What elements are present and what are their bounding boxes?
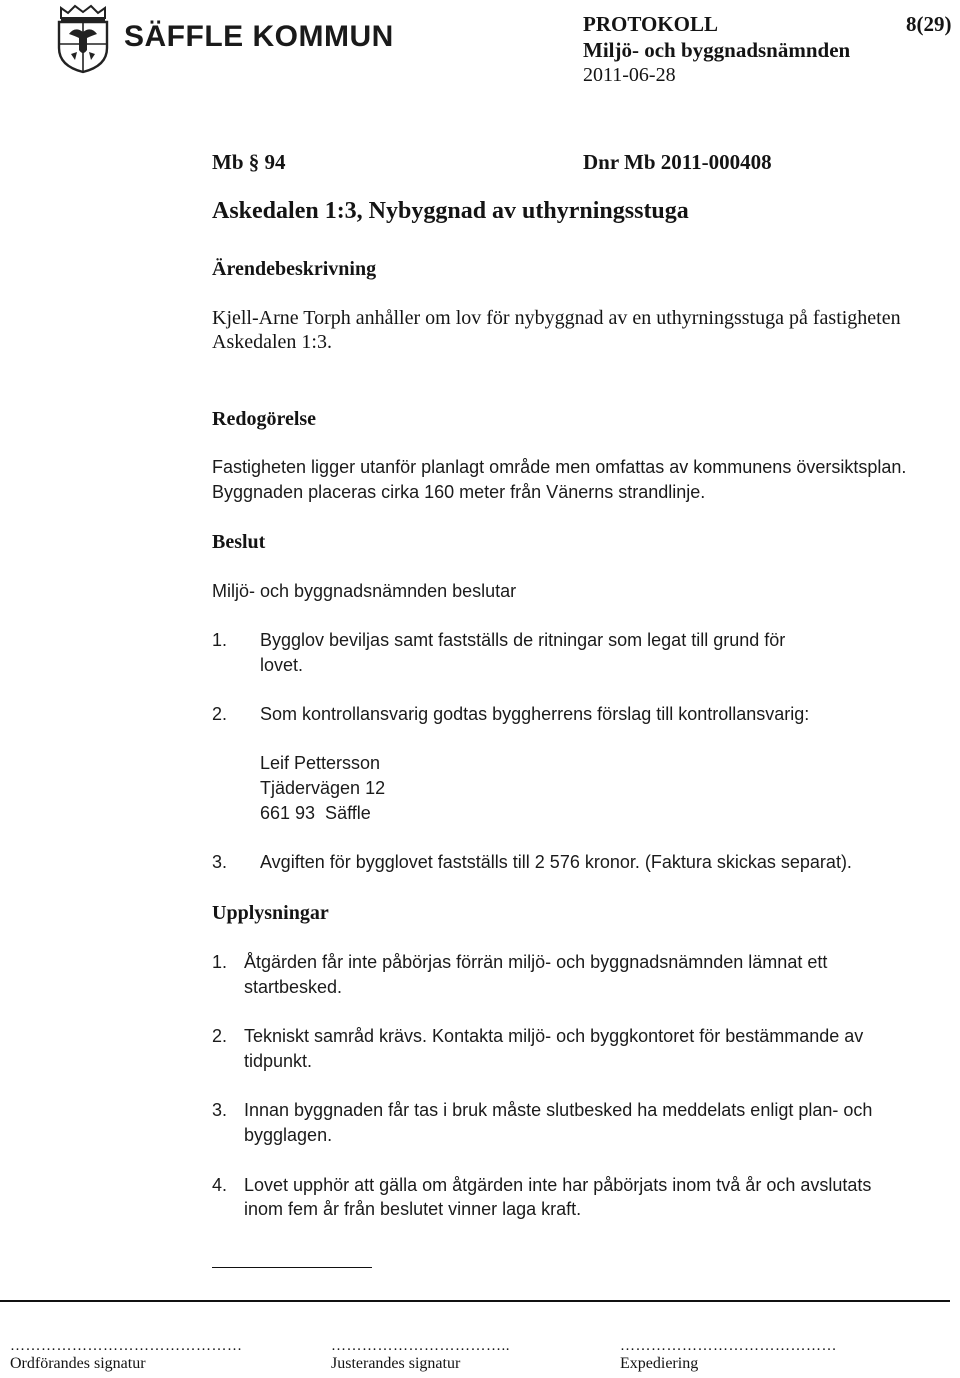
- section-heading-redogorelse: Redogörelse: [212, 408, 317, 430]
- coat-of-arms-logo: [51, 4, 115, 74]
- upplysning-number: 3.: [212, 1100, 228, 1120]
- signature-line-chair: ………………………………………: [10, 1338, 243, 1354]
- arende-line: Askedalen 1:3.: [212, 331, 332, 353]
- beslut-item-number: 2.: [212, 704, 228, 724]
- signature-line-dispatch: ……………………………………: [620, 1338, 837, 1354]
- beslut-item-line: Avgiften för bygglovet fastställs till 2 576 kronor. (Faktura skickas separat).: [260, 852, 852, 872]
- arende-line: Kjell-Arne Torph anhåller om lov för nybyggnad av en uthyrningsstuga på fastigheten: [212, 307, 901, 329]
- upplysning-line: Tekniskt samråd krävs. Kontakta miljö- och byggkontoret för bestämmande av: [244, 1026, 864, 1046]
- beslut-item-line: Bygglov beviljas samt fastställs de ritningar som legat till grund för: [260, 630, 786, 650]
- paragraph-number: Mb § 94: [212, 150, 286, 174]
- beslut-intro: Miljö- och byggnadsnämnden beslutar: [212, 581, 517, 601]
- upplysning-number: 1.: [212, 952, 228, 972]
- board-name: Miljö- och byggnadsnämnden: [583, 38, 851, 62]
- case-dnr: Dnr Mb 2011-000408: [583, 150, 772, 174]
- upplysning-line: Innan byggnaden får tas i bruk måste slutbesked ha meddelats enligt plan- och: [244, 1100, 873, 1120]
- redogorelse-line: Byggnaden placeras cirka 160 meter från Vänerns strandlinje.: [212, 482, 706, 502]
- address-name: Leif Pettersson: [260, 753, 381, 773]
- beslut-item-number: 3.: [212, 852, 228, 872]
- beslut-item-line: lovet.: [260, 655, 304, 675]
- address-street: Tjädervägen 12: [260, 778, 386, 798]
- address-postal: 661 93 Säffle: [260, 803, 371, 823]
- beslut-item-line: Som kontrollansvarig godtas byggherrens förslag till kontrollansvarig:: [260, 704, 810, 724]
- upplysning-number: 2.: [212, 1026, 228, 1046]
- upplysning-line: bygglagen.: [244, 1125, 333, 1145]
- footer-divider: [0, 1300, 950, 1302]
- beslut-item-number: 1.: [212, 630, 228, 650]
- section-heading-beslut: Beslut: [212, 531, 266, 553]
- upplysning-line: tidpunkt.: [244, 1051, 313, 1071]
- municipality-logo-text: SÄFFLE KOMMUN: [124, 20, 394, 53]
- document-type: PROTOKOLL: [583, 12, 718, 36]
- upplysning-line: Åtgärden får inte påbörjas förrän miljö- och byggnadsnämnden lämnat ett: [244, 952, 828, 972]
- end-of-section-rule: [212, 1267, 372, 1268]
- case-title: Askedalen 1:3, Nybyggnad av uthyrningsstuga: [212, 198, 689, 224]
- page-number: 8(29): [906, 12, 952, 36]
- section-heading-arende: Ärendebeskrivning: [212, 258, 377, 280]
- upplysning-line: inom fem år från beslutet vinner laga kraft.: [244, 1199, 582, 1219]
- signature-label-chair: Ordförandes signatur: [10, 1355, 146, 1372]
- upplysning-line: Lovet upphör att gälla om åtgärden inte har påbörjats inom två år och avslutats: [244, 1175, 872, 1195]
- upplysning-number: 4.: [212, 1175, 228, 1195]
- meeting-date: 2011-06-28: [583, 64, 676, 86]
- signature-label-dispatch: Expediering: [620, 1355, 699, 1372]
- redogorelse-line: Fastigheten ligger utanför planlagt område men omfattas av kommunens översiktsplan.: [212, 457, 907, 477]
- section-heading-upplysningar: Upplysningar: [212, 902, 329, 924]
- upplysning-line: startbesked.: [244, 977, 343, 997]
- signature-label-adjuster: Justerandes signatur: [331, 1355, 461, 1372]
- signature-line-adjuster: ……………………………..: [331, 1338, 510, 1354]
